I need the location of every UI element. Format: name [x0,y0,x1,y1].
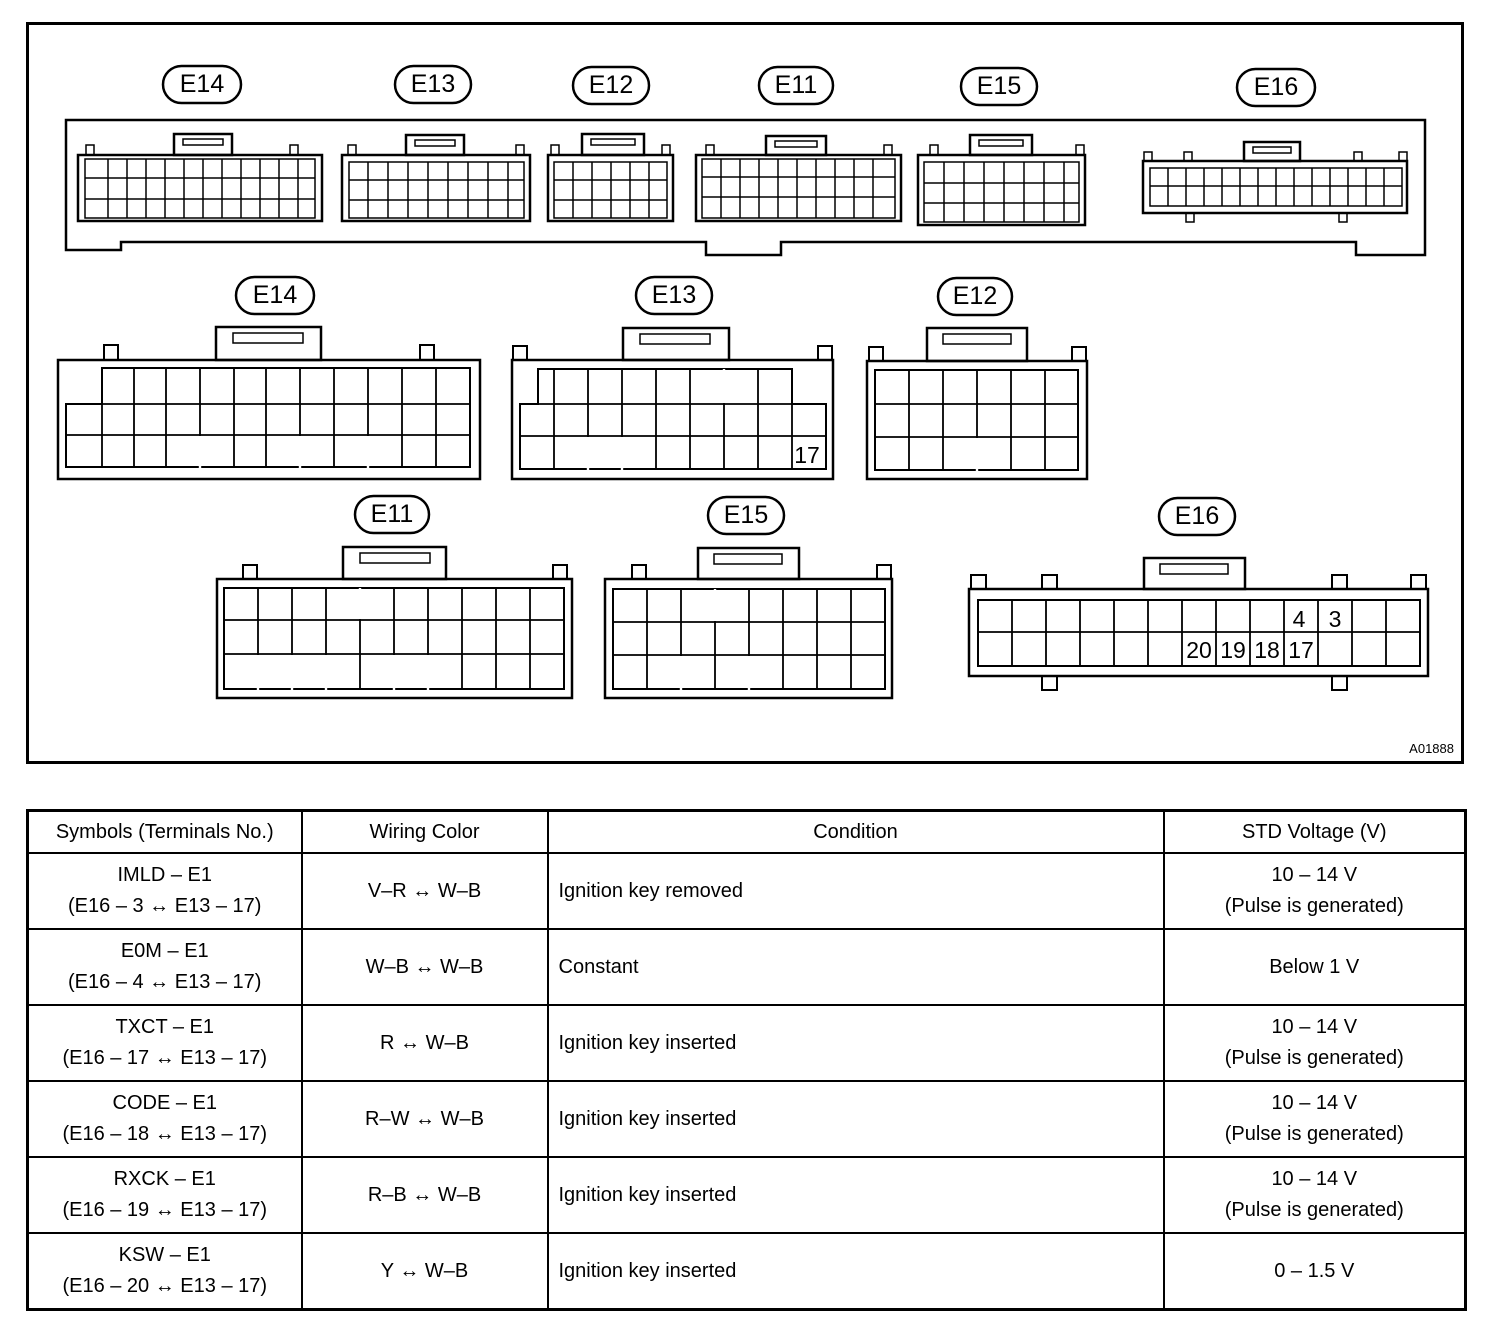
symbol-name: IMLD – E1 [117,864,212,886]
pin-e16-4: 4 [1292,606,1306,632]
connector-diagram-svg [26,22,1464,764]
cell-condition: Ignition key removed [548,853,1164,929]
header-condition: Condition [548,811,1164,854]
detail-connector-e12 [867,278,1087,479]
table-row [28,1005,1466,1081]
svg-text:E15: E15 [976,72,1022,100]
cell-std-voltage [1164,853,1466,929]
svg-text:E16: E16 [1174,502,1220,530]
voltage-value: 0 – 1.5 V [1274,1259,1355,1282]
svg-text:E14: E14 [252,281,298,309]
header-wiring-color: Wiring Color [302,811,548,854]
cell-std-voltage [1164,1081,1466,1157]
header-std-voltage: STD Voltage (V) [1164,811,1466,854]
terminal-numbers: (E16 – 17 ↔ E13 – 17) [62,1047,268,1069]
combined-tag-e14 [163,66,241,103]
combined-connector-strip [66,120,1425,255]
pin-e16-18: 18 [1254,637,1280,663]
cell-condition: Ignition key inserted [548,1157,1164,1233]
table-row [28,1157,1466,1233]
svg-text:E12: E12 [588,71,634,99]
table-row [28,1233,1466,1310]
table-row [28,853,1466,929]
cell-condition: Ignition key inserted [548,1081,1164,1157]
svg-text:E12: E12 [952,282,998,310]
pin-e16-20: 20 [1186,637,1212,663]
combined-tag-e12 [573,67,649,104]
cell-std-voltage [1164,1005,1466,1081]
cell-symbol [28,1157,302,1233]
cell-condition: Ignition key inserted [548,1233,1164,1310]
detail-connector-e13 [512,277,833,479]
combined-connector-e13 [342,135,530,221]
terminal-numbers: (E16 – 20 ↔ E13 – 17) [62,1275,268,1297]
cell-wiring-color: Y ↔ W–B [302,1233,548,1310]
voltage-value: 10 – 14 V [1271,1168,1358,1190]
cell-symbol [28,1233,302,1310]
detail-connector-e16 [969,498,1428,690]
combined-tag-e15 [961,68,1037,105]
cell-wiring-color: R–B ↔ W–B [302,1157,548,1233]
connector-diagram [26,22,1464,764]
symbol-name: E0M – E1 [120,940,209,962]
svg-text:E13: E13 [410,70,456,98]
svg-text:E11: E11 [370,500,414,528]
combined-connector-e12 [548,134,673,221]
cell-wiring-color: W–B ↔ W–B [302,929,548,1005]
terminal-numbers: (E16 – 4 ↔ E13 – 17) [68,971,262,993]
voltage-note: (Pulse is generated) [1224,1123,1404,1145]
table-row [28,1081,1466,1157]
combined-tag-e11 [759,67,833,104]
cell-std-voltage [1164,1233,1466,1310]
voltage-note: (Pulse is generated) [1224,1199,1404,1221]
cell-symbol [28,1081,302,1157]
svg-text:E14: E14 [179,70,225,98]
pin-e16-3: 3 [1328,606,1342,632]
detail-connector-e15 [605,497,892,698]
combined-tag-e16 [1237,69,1315,106]
svg-text:E16: E16 [1253,73,1299,101]
voltage-value: 10 – 14 V [1271,864,1358,886]
table-row [28,929,1466,1005]
cell-symbol [28,1005,302,1081]
cell-wiring-color: V–R ↔ W–B [302,853,548,929]
table-header-row [28,811,1466,854]
diagram-frame [28,24,1463,763]
terminal-numbers: (E16 – 19 ↔ E13 – 17) [62,1199,268,1221]
pin-e16-17: 17 [1288,637,1314,663]
detail-connector-e14 [58,277,480,479]
terminal-voltage-table [26,809,1467,1311]
combined-connector-e14 [78,134,322,221]
combined-connector-e11 [696,136,901,221]
combined-tag-e13 [395,66,471,103]
detail-connector-e11 [217,496,572,698]
combined-connector-e15 [918,135,1085,225]
cell-std-voltage [1164,1157,1466,1233]
header-symbols: Symbols (Terminals No.) [28,811,302,854]
pin-e16-19: 19 [1220,637,1246,663]
combined-connector-e16 [1143,142,1407,222]
voltage-value: Below 1 V [1269,955,1360,978]
symbol-name: TXCT – E1 [115,1016,215,1038]
terminal-numbers: (E16 – 18 ↔ E13 – 17) [62,1123,268,1145]
cell-symbol [28,929,302,1005]
pin-e13-17: 17 [794,442,820,468]
figure-reference-code: A01888 [1409,741,1454,756]
terminal-numbers: (E16 – 3 ↔ E13 – 17) [68,895,262,917]
svg-text:E15: E15 [723,501,769,529]
voltage-note: (Pulse is generated) [1224,895,1404,917]
cell-condition: Constant [548,929,1164,1005]
voltage-note: (Pulse is generated) [1224,1047,1404,1069]
cell-wiring-color: R–W ↔ W–B [302,1081,548,1157]
symbol-name: CODE – E1 [112,1092,217,1114]
symbol-name: KSW – E1 [118,1244,211,1266]
svg-text:E13: E13 [651,281,697,309]
cell-wiring-color: R ↔ W–B [302,1005,548,1081]
symbol-name: RXCK – E1 [113,1168,216,1190]
voltage-value: 10 – 14 V [1271,1092,1358,1114]
voltage-value: 10 – 14 V [1271,1016,1358,1038]
cell-condition: Ignition key inserted [548,1005,1164,1081]
svg-text:E11: E11 [774,71,818,99]
cell-std-voltage [1164,929,1466,1005]
cell-symbol [28,853,302,929]
